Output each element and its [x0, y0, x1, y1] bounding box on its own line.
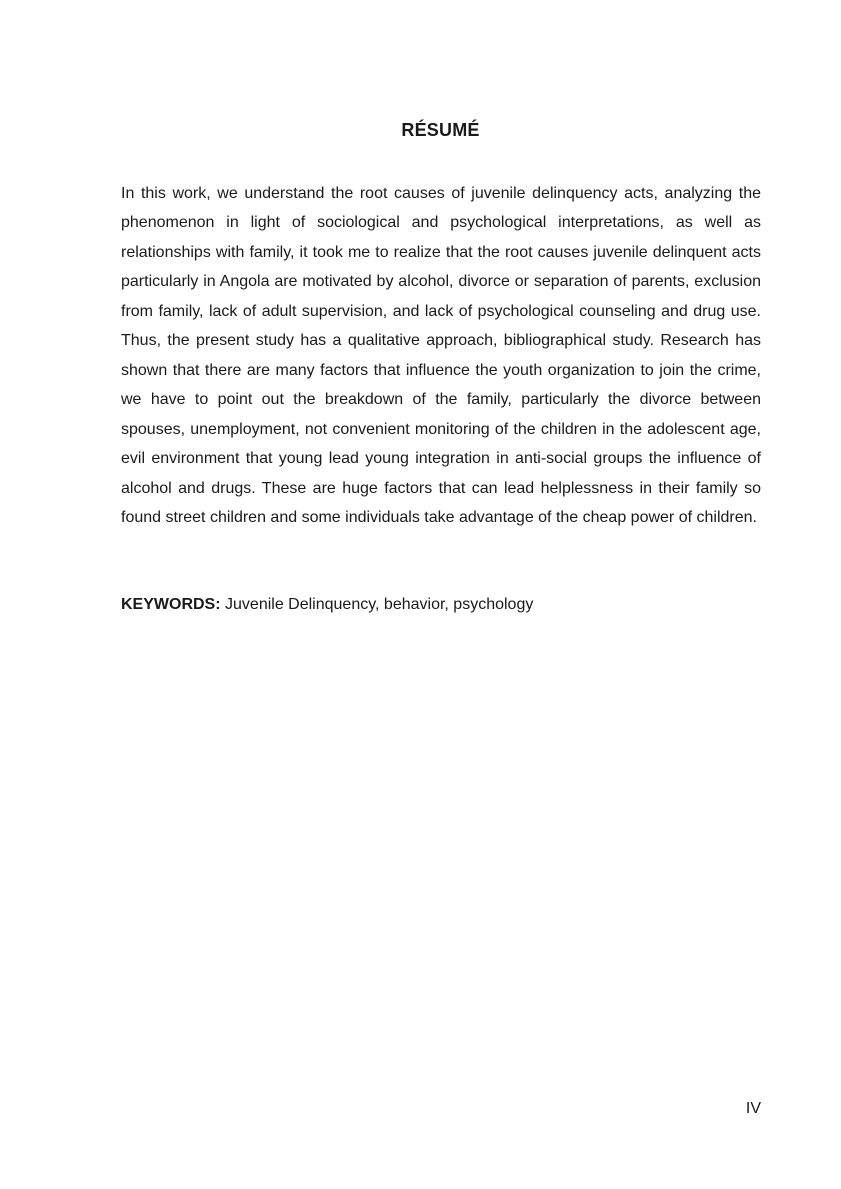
- page-number: IV: [745, 1100, 761, 1117]
- keywords-line: [121, 590, 761, 619]
- keywords-value: Juvenile Delinquency, behavior, psychology: [225, 596, 534, 613]
- abstract-paragraph: In this work, we understand the root causes of juvenile delinquency acts, analyzing the phenomenon in light of sociological and psychological interpretations, as well as relationships with family, it took me to realize that the root causes juvenile delinquent acts particularly in Angola are motivated by alcohol, divorce or separation of parents, exclusion from family, lack of adult supervision, and lack of psychological counseling and drug use. Thus, the present study has a qualitative approach, bibliographical study. Research has shown that there are many factors that influence the youth organization to join the crime, we have to point out the breakdown of the family, particularly the divorce between spouses, unemployment, not convenient monitoring of the children in the adolescent age, evil environment that young lead young integration in anti-social groups the influence of alcohol and drugs. These are huge factors that can lead helplessness in their family so found street children and some individuals take advantage of the cheap power of children.: [121, 185, 761, 526]
- keywords-label: KEYWORDS:: [121, 596, 221, 613]
- page-title: RÉSUMÉ: [401, 120, 480, 140]
